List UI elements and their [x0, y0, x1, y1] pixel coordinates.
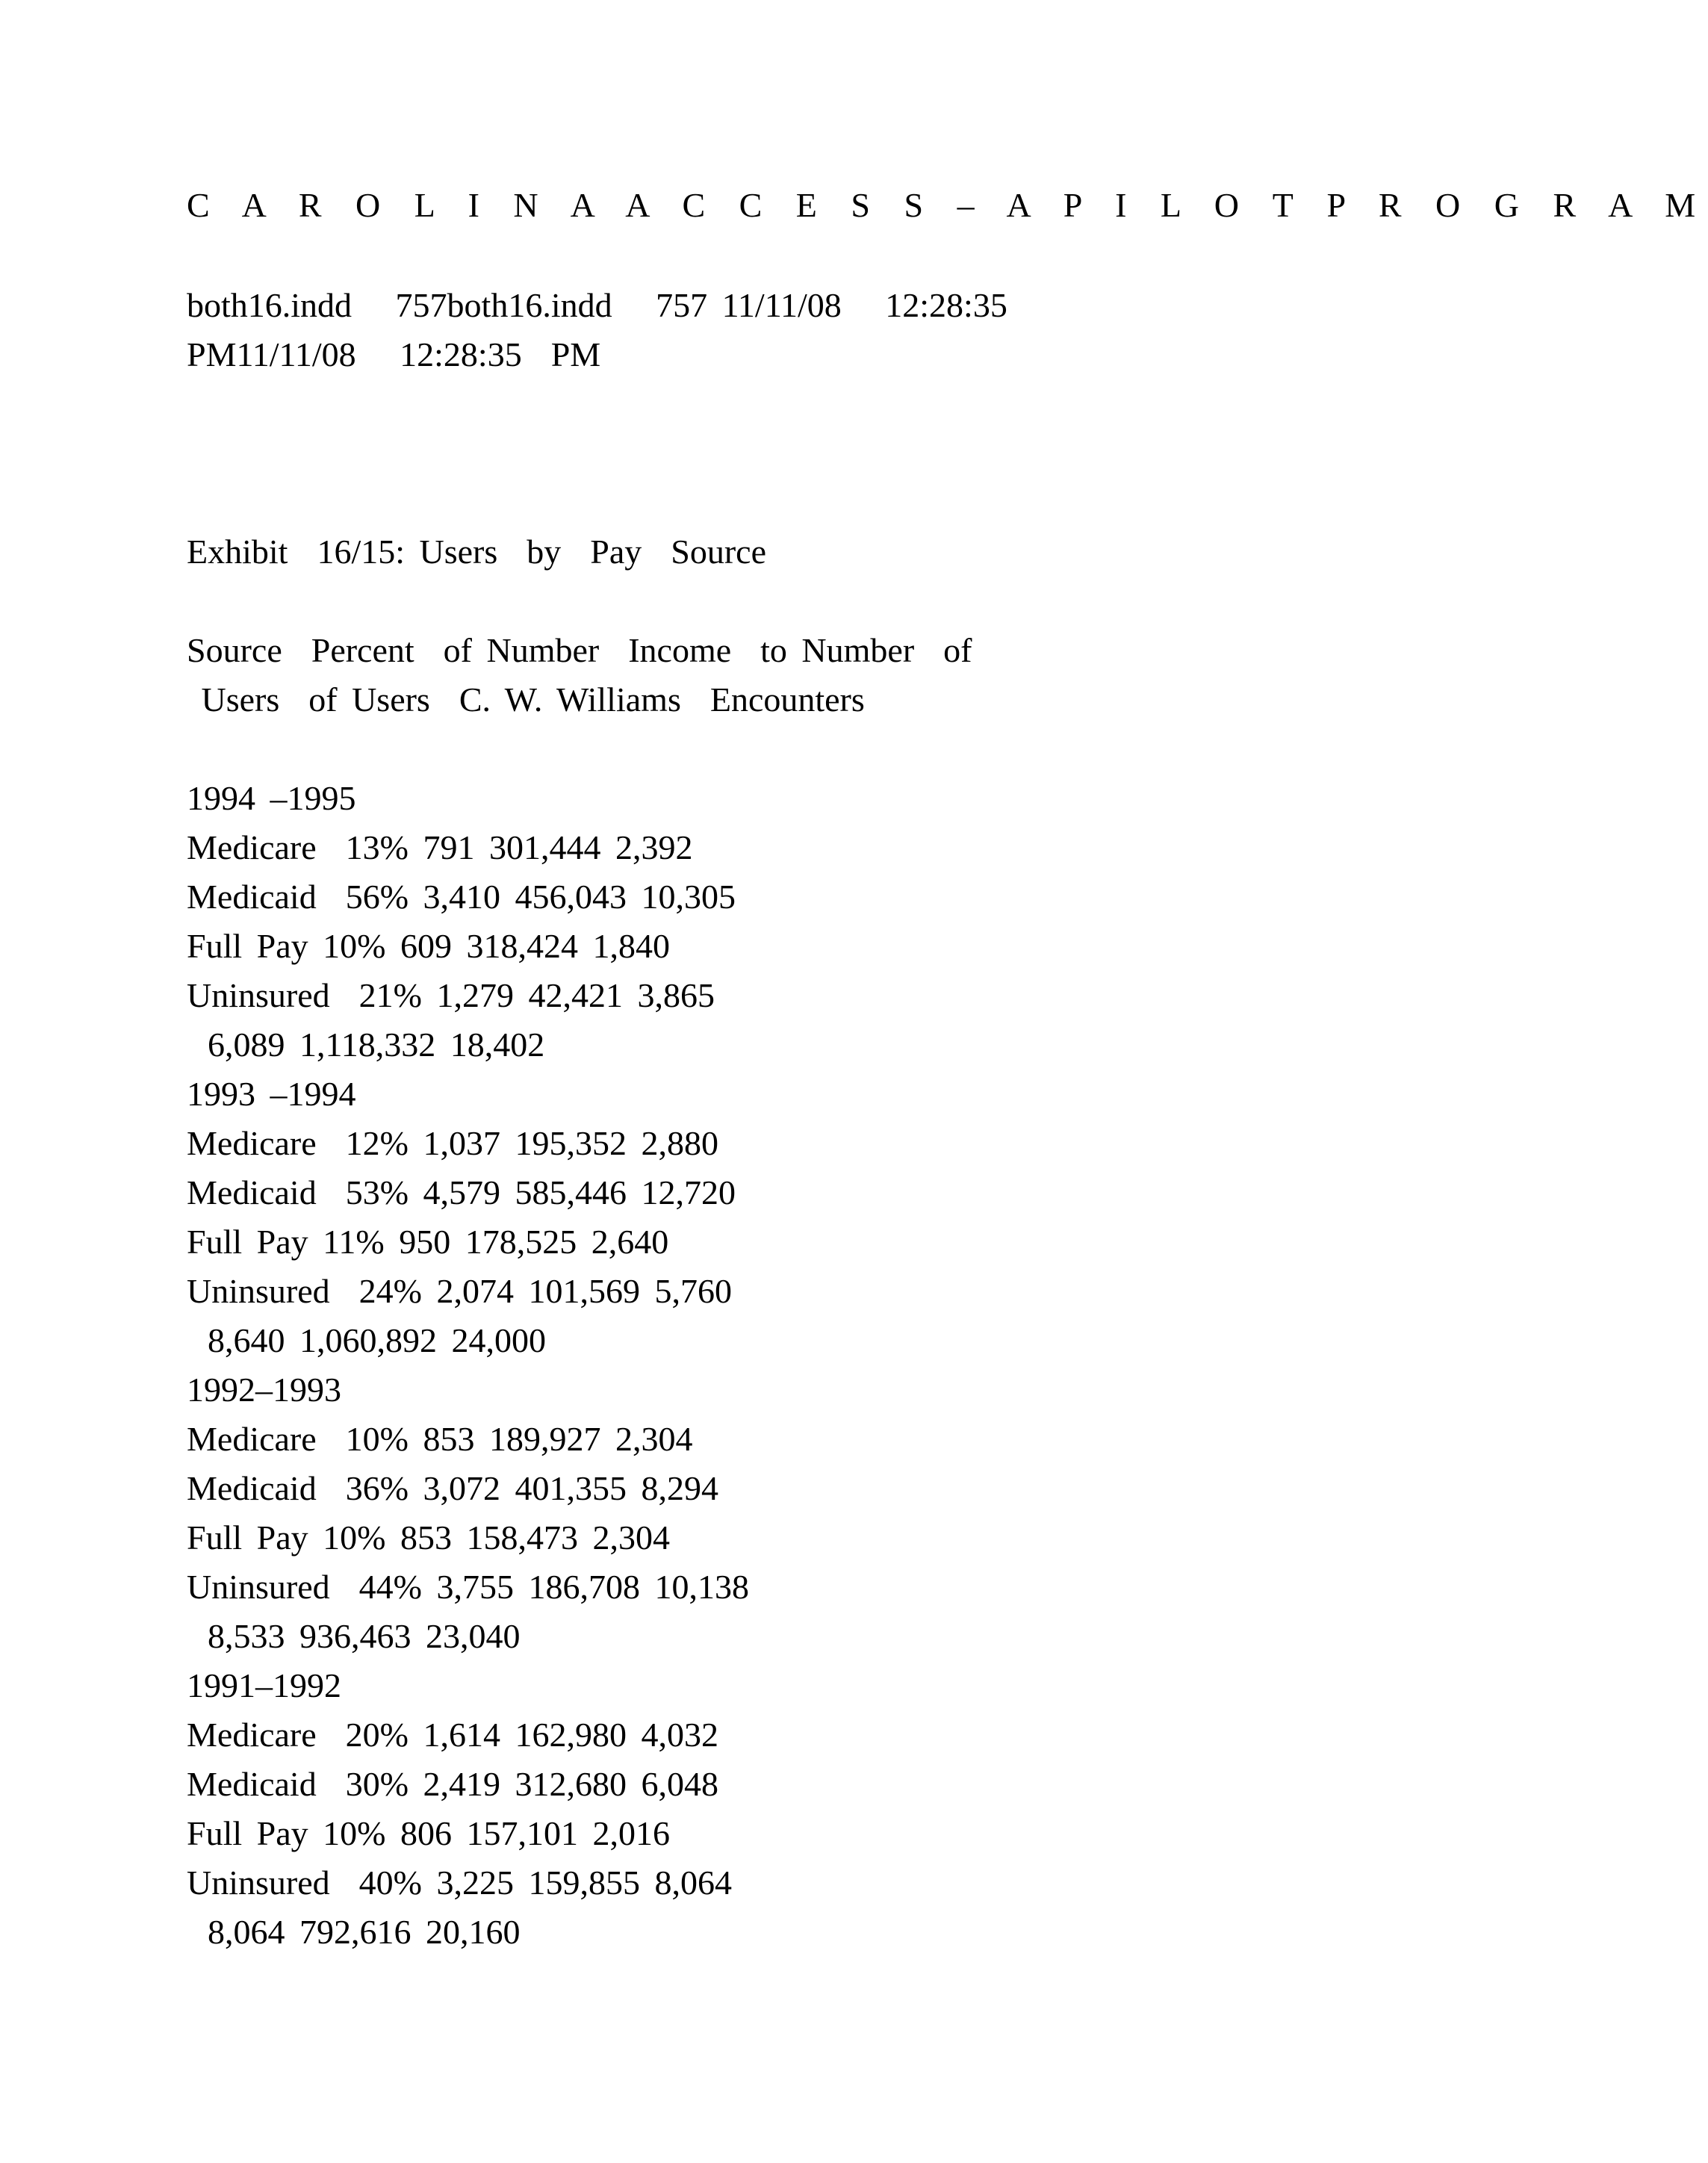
total-row: 6,089 1,118,332 18,402 [208, 1025, 545, 1064]
table-row: Medicaid 53% 4,579 585,446 12,720 [187, 1173, 736, 1211]
table-row: Medicare 20% 1,614 162,980 4,032 [187, 1716, 718, 1754]
table-row: Uninsured 21% 1,279 42,421 3,865 [187, 976, 715, 1014]
total-row: 8,640 1,060,892 24,000 [208, 1321, 546, 1359]
period-heading: 1991–1992 [187, 1666, 341, 1704]
table-row: Full Pay 10% 609 318,424 1,840 [187, 927, 670, 965]
table-row: Medicare 10% 853 189,927 2,304 [187, 1420, 693, 1458]
table-row: Medicaid 56% 3,410 456,043 10,305 [187, 878, 736, 916]
period-heading: 1993 –1994 [187, 1075, 356, 1113]
column-header-line-1: Source Percent of Number Income to Number of [187, 631, 972, 669]
table-row: Medicaid 36% 3,072 401,355 8,294 [187, 1469, 719, 1507]
table-row: Uninsured 40% 3,225 159,855 8,064 [187, 1863, 732, 1902]
file-info-line-1: both16.indd 757both16.indd 757 11/11/08 12:28:35 [187, 286, 1007, 324]
running-header-title: C A R O L I N A A C C E S S – A P I L O T P R O G R A M [187, 186, 1708, 224]
total-row: 8,533 936,463 23,040 [208, 1617, 521, 1655]
table-row: Medicaid 30% 2,419 312,680 6,048 [187, 1765, 719, 1803]
column-header-line-2: Users of Users C. W. Williams Encounters [187, 680, 865, 719]
period-heading: 1992–1993 [187, 1371, 341, 1409]
table-row: Full Pay 11% 950 178,525 2,640 [187, 1223, 669, 1261]
total-row: 8,064 792,616 20,160 [208, 1913, 521, 1951]
exhibit-title: Exhibit 16/15: Users by Pay Source [187, 533, 766, 571]
table-row: Medicare 13% 791 301,444 2,392 [187, 828, 693, 866]
file-info-line-2: PM11/11/08 12:28:35 PM [187, 335, 601, 373]
period-heading: 1994 –1995 [187, 779, 356, 817]
table-row: Uninsured 44% 3,755 186,708 10,138 [187, 1568, 749, 1606]
table-row: Full Pay 10% 853 158,473 2,304 [187, 1518, 670, 1557]
table-row: Medicare 12% 1,037 195,352 2,880 [187, 1124, 718, 1162]
table-row: Uninsured 24% 2,074 101,569 5,760 [187, 1272, 732, 1310]
table-row: Full Pay 10% 806 157,101 2,016 [187, 1814, 670, 1852]
